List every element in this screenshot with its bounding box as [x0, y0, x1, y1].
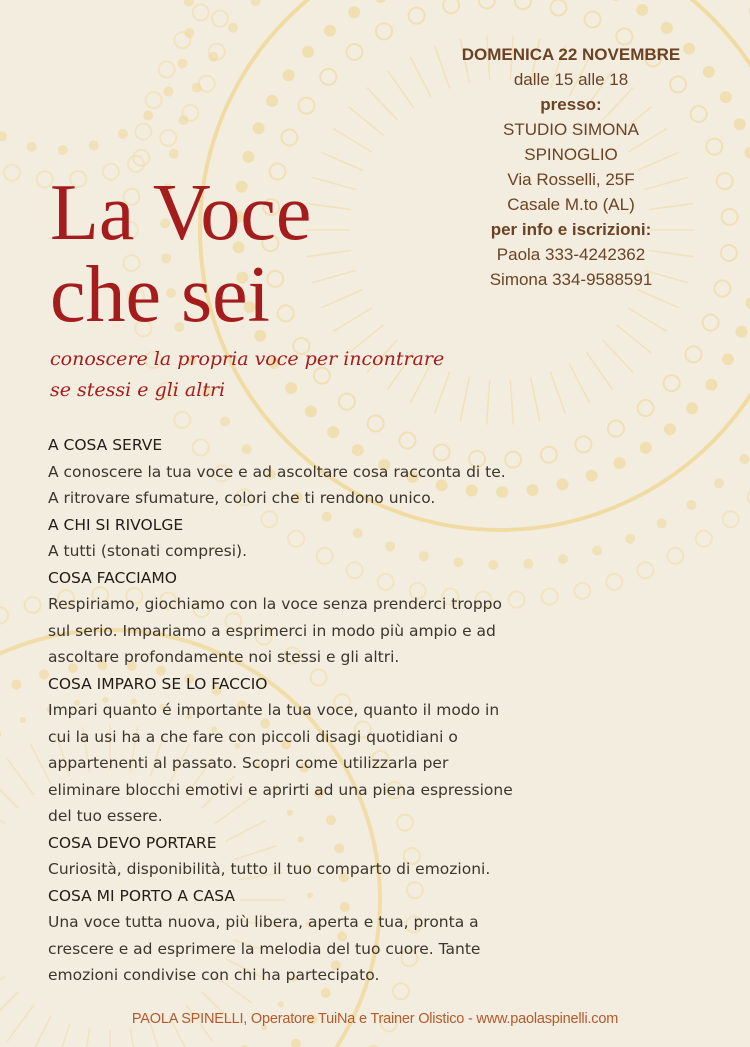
section-text: [48, 538, 608, 565]
section-heading: A CHI SI RIVOLGE: [48, 515, 184, 534]
footer-credit: PAOLA SPINELLI, Operatore TuiNa e Trainer Olistico - www.paolaspinelli.com: [131, 1011, 619, 1027]
section-text-line: eliminare blocchi emotivi e aprirti ad una piena espressione: [48, 780, 513, 799]
venue-name-line1: STUDIO SIMONA: [502, 120, 639, 139]
section-text-line: del tuo essere.: [48, 807, 163, 825]
section-text-line: emozioni condivise con chi ha partecipato.: [48, 966, 380, 984]
section-text: [48, 591, 608, 671]
subtitle-line-2: se stessi e gli altri: [50, 379, 226, 401]
section-text: [48, 909, 608, 989]
section-text-line: A ritrovare sfumature, colori che ti rendono unico.: [48, 489, 436, 507]
section-text-line: sul serio. Impariamo a esprimerci in modo più ampio e ad: [48, 621, 496, 640]
subtitle: [50, 344, 510, 406]
title-line-1: La Voce: [50, 169, 312, 257]
section-heading: COSA MI PORTO A CASA: [48, 886, 236, 905]
section-text-line: crescere e ad esprimere la melodia del tuo cuore. Tante: [48, 939, 481, 958]
section-text-line: Impari quanto é importante la tua voce, quanto il modo in: [48, 701, 500, 719]
info-label: per info e iscrizioni:: [490, 220, 652, 239]
section-heading: A COSA SERVE: [48, 436, 163, 454]
section-text: [48, 856, 608, 883]
section-text-line: cui la usi ha a che fare con piccoli disagi quotidiani o: [48, 727, 458, 746]
section-text-line: Curiosità, disponibilità, tutto il tuo comparto di emozioni.: [48, 860, 491, 878]
venue-label: presso:: [540, 95, 602, 114]
section-text-line: Respiriamo, giochiamo con la voce senza prenderci troppo: [48, 595, 503, 613]
section-text-line: ascoltare profondamente noi stessi e gli altri.: [48, 648, 400, 666]
section-heading: COSA FACCIAMO: [48, 568, 177, 587]
page-title: [50, 169, 312, 339]
title-line-2: che sei: [50, 251, 270, 339]
contact-paola: Paola 333-4242362: [496, 245, 646, 264]
section-text-line: Una voce tutta nuova, più libera, aperta e tua, pronta a: [48, 913, 479, 931]
section-heading: COSA DEVO PORTARE: [48, 833, 217, 852]
venue-street: Via Rosselli, 25F: [507, 170, 635, 189]
subtitle-line-1: conoscere la propria voce per incontrare: [50, 348, 445, 370]
section-text-line: appartenenti al passato. Scopri come utilizzarla per: [48, 754, 449, 772]
event-date: DOMENICA 22 NOVEMBRE: [461, 45, 681, 64]
section-text: [48, 459, 608, 512]
contact-simona: Simona 334-9588591: [489, 270, 653, 289]
section-text-line: A conoscere la tua voce e ad ascoltare cosa racconta di te.: [48, 462, 506, 481]
event-time: dalle 15 alle 18: [513, 70, 629, 89]
section-text-line: A tutti (stonati compresi).: [48, 542, 248, 560]
section-heading: COSA IMPARO SE LO FACCIO: [48, 674, 268, 693]
section-text: [48, 697, 608, 830]
description-sections: [48, 432, 608, 989]
event-info: [440, 42, 702, 292]
venue-name-line2: SPINOGLIO: [524, 145, 618, 164]
venue-city: Casale M.to (AL): [507, 195, 635, 214]
